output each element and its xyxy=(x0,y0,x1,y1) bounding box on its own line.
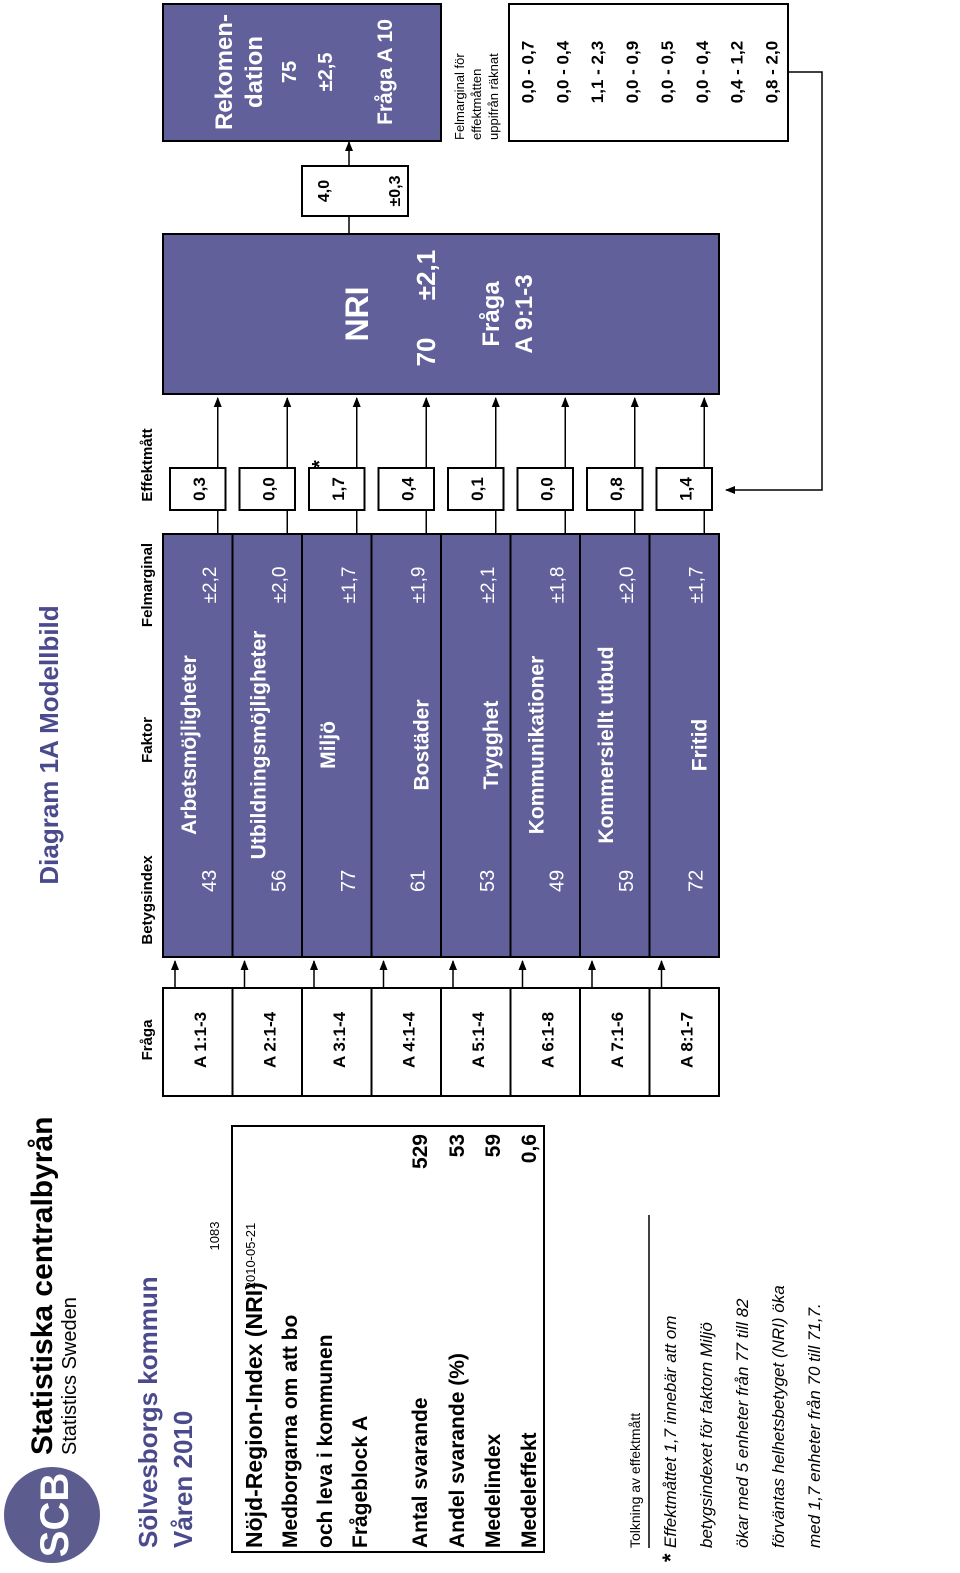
recommendation-l2: dation xyxy=(241,36,268,108)
period: Våren 2010 xyxy=(168,1410,198,1548)
factor-name: Kommunikationer xyxy=(525,655,549,835)
factor-name: Utbildningsmöjligheter xyxy=(247,630,271,860)
effect-margins-label-1: Felmarginal för xyxy=(452,53,467,140)
footer-number: 1083 xyxy=(207,1221,222,1251)
scb-logo xyxy=(4,1467,100,1563)
stat-label: Andel svarande (%) xyxy=(446,1353,469,1548)
factor-name: Miljö xyxy=(316,721,340,769)
interpretation-line: med 1,7 enheter från 70 till 71,7. xyxy=(805,1303,824,1548)
header-margin: Felmarginal xyxy=(139,542,156,628)
factor-name: Fritid xyxy=(688,718,712,772)
recommendation-value: 75 xyxy=(279,60,301,84)
interpretation-heading: Tolkning av effektmått xyxy=(627,1412,643,1548)
recommendation-box xyxy=(163,4,441,141)
recommendation-question: Fråga A 10 xyxy=(374,19,397,125)
interpretation-line: betygsindexet för faktorn Miljö xyxy=(697,1322,716,1548)
question-code: A 4:1-4 xyxy=(399,1011,419,1068)
logo-text: SCB xyxy=(33,1472,77,1558)
effect-margin-value: 0,0 - 0,4 xyxy=(553,40,573,104)
question-code: A 5:1-4 xyxy=(468,1011,488,1068)
page-title: Diagram 1A Modellbild xyxy=(34,605,64,885)
grade-value: 43 xyxy=(198,869,221,892)
effect-margin-value: 0,0 - 0,4 xyxy=(692,40,712,104)
margin-value: ±1,7 xyxy=(338,566,360,604)
grade-value: 59 xyxy=(615,869,638,892)
margin-value: ±1,7 xyxy=(686,566,708,604)
stats-list xyxy=(409,1134,541,1548)
interpretation-line: Effektmåttet 1,7 innebär att om xyxy=(661,1315,680,1548)
interpretation-star: * xyxy=(658,1553,683,1562)
header-grade: Betygsindex xyxy=(139,855,156,945)
header-factor: Faktor xyxy=(139,717,156,763)
margin-value: ±2,1 xyxy=(477,566,499,604)
stat-value: 0,6 xyxy=(518,1134,541,1164)
interpretation-line: förväntas helhetsbetyget (NRI) öka xyxy=(769,1285,788,1548)
effect-value: 0,0 xyxy=(259,477,279,501)
effect-value: 1,4 xyxy=(676,477,696,501)
grade-value: 56 xyxy=(268,869,291,892)
effect-margin-value: 0,8 - 2,0 xyxy=(762,40,782,104)
link-margin: ±0,3 xyxy=(387,175,404,207)
nri-question-label: Fråga xyxy=(478,281,505,347)
margin-value: ±2,0 xyxy=(269,566,291,604)
margin-value: ±1,9 xyxy=(408,566,430,604)
footer-date: 2010-05-21 xyxy=(243,1222,258,1290)
factor-name: Bostäder xyxy=(410,699,434,791)
effect-value: 0,0 xyxy=(537,477,557,501)
question-code: A 6:1-8 xyxy=(538,1011,558,1068)
municipality: Sölvesborgs kommun xyxy=(133,1276,163,1548)
factor-name: Arbetsmöjligheter xyxy=(177,655,201,835)
org-name-en: Statistics Sweden xyxy=(59,1297,81,1455)
stat-label: Medelindex xyxy=(482,1433,505,1548)
recommendation-l1: Rekomen- xyxy=(211,13,238,131)
stat-label: Medeleffekt xyxy=(518,1432,541,1548)
index-line1: Medborgarna om att bo xyxy=(279,1314,302,1548)
question-code: A 8:1-7 xyxy=(677,1011,697,1068)
grade-value: 53 xyxy=(476,869,499,892)
index-title: Nöjd-Region-Index (NRI) xyxy=(241,1282,267,1548)
stat-value: 59 xyxy=(482,1134,505,1158)
interpretation-text xyxy=(661,1285,824,1548)
effect-margin-value: 0,0 - 0,9 xyxy=(623,40,643,104)
nri-question: A 9:1-3 xyxy=(511,274,538,354)
index-block: Frågeblock A xyxy=(349,1415,372,1548)
recommendation-margin: ±2,5 xyxy=(315,52,337,92)
margin-value: ±2,0 xyxy=(616,566,638,604)
effect-value: 1,7 xyxy=(328,477,348,501)
effect-margin-value: 0,4 - 1,2 xyxy=(727,40,747,104)
effect-margins-label-2: effektmåtten xyxy=(469,68,484,140)
effect-star: * xyxy=(308,460,331,468)
effect-value: 0,4 xyxy=(398,477,418,501)
nri-margin: ±2,1 xyxy=(411,249,441,301)
grade-value: 61 xyxy=(407,869,430,892)
stat-label: Antal svarande xyxy=(409,1397,432,1548)
interpretation-line: ökar med 5 enheter från 77 till 82 xyxy=(733,1298,752,1548)
link-value: 4,0 xyxy=(316,179,333,203)
margin-value: ±1,8 xyxy=(547,566,569,604)
nri-label: NRI xyxy=(339,286,375,342)
stat-value: 53 xyxy=(446,1134,469,1158)
stat-value: 529 xyxy=(409,1134,432,1170)
header-question: Fråga xyxy=(139,1019,156,1061)
nri-value: 70 xyxy=(411,337,441,367)
effect-margin-value: 0,0 - 0,5 xyxy=(657,40,677,104)
effect-value: 0,3 xyxy=(189,477,209,501)
org-name: Statistiska centralbyrån xyxy=(26,1116,59,1455)
grade-value: 72 xyxy=(685,869,708,892)
grade-value: 77 xyxy=(337,869,360,892)
margin-value: ±2,2 xyxy=(199,566,221,604)
index-line2: och leva i kommunen xyxy=(314,1334,337,1548)
factor-name: Trygghet xyxy=(479,700,503,790)
header-effect: Effektmått xyxy=(139,428,156,502)
question-code: A 1:1-3 xyxy=(190,1011,210,1068)
effect-margin-value: 1,1 - 2,3 xyxy=(588,40,608,104)
grade-value: 49 xyxy=(546,869,569,892)
question-code: A 3:1-4 xyxy=(329,1011,349,1068)
question-code: A 7:1-6 xyxy=(607,1011,627,1068)
effect-margin-value: 0,0 - 0,7 xyxy=(518,40,538,104)
effect-value: 0,1 xyxy=(467,477,487,501)
question-code: A 2:1-4 xyxy=(260,1011,280,1068)
effect-margins-label-3: uppifrån räknat xyxy=(486,53,501,140)
nri-box-drawn xyxy=(163,234,719,394)
factor-name: Kommersiellt utbud xyxy=(594,646,618,844)
effect-value: 0,8 xyxy=(606,477,626,501)
